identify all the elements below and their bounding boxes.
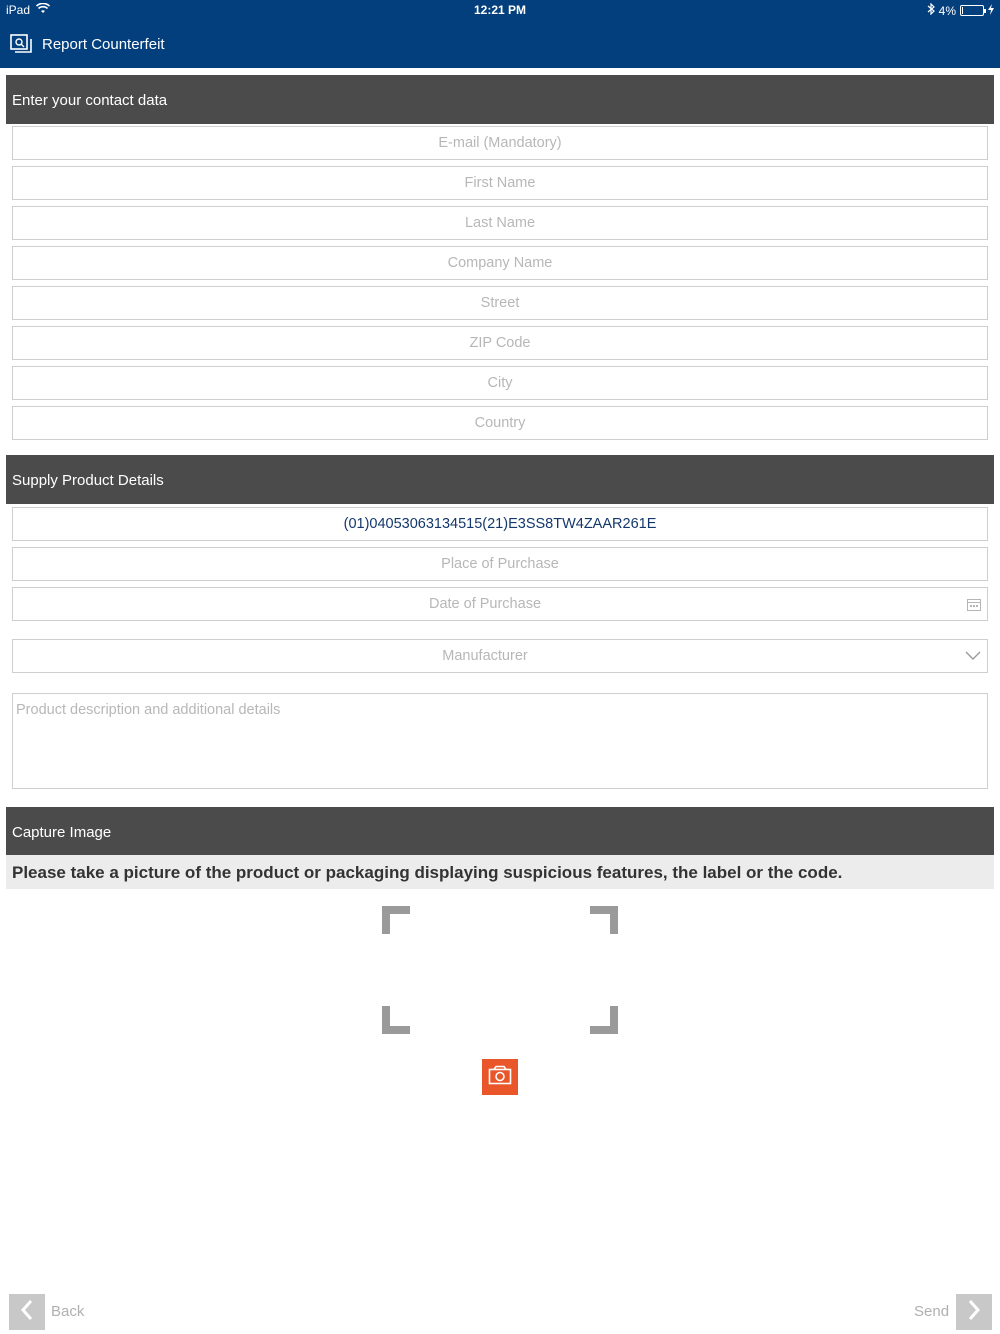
product-code-value: (01)04053063134515(21)E3SS8TW4ZAAR261E [343, 516, 657, 532]
first-name-placeholder: First Name [464, 175, 536, 191]
status-bar [0, 0, 1000, 20]
zip-code-field[interactable] [12, 326, 988, 360]
manufacturer-placeholder: Manufacturer [442, 648, 528, 664]
last-name-field[interactable] [12, 206, 988, 240]
capture-section-header [6, 807, 994, 856]
clock: 12:21 PM [473, 3, 527, 17]
camera-icon [488, 1065, 512, 1090]
top-bar [0, 0, 1000, 68]
email-placeholder: E-mail (Mandatory) [438, 135, 562, 151]
charging-icon [988, 4, 994, 18]
calendar-icon[interactable] [967, 588, 981, 620]
company-name-placeholder: Company Name [447, 255, 553, 271]
zip-code-placeholder: ZIP Code [469, 335, 531, 351]
place-of-purchase-field[interactable] [12, 547, 988, 581]
product-description-field[interactable] [12, 693, 988, 789]
chevron-left-icon [20, 1299, 34, 1326]
battery-icon [960, 5, 984, 16]
manufacturer-select[interactable] [12, 639, 988, 673]
city-field[interactable] [12, 366, 988, 400]
city-placeholder: City [487, 375, 513, 391]
send-label[interactable]: Send [914, 1303, 950, 1320]
product-code-field[interactable] [12, 507, 988, 541]
back-button[interactable] [9, 1294, 45, 1330]
street-placeholder: Street [480, 295, 520, 311]
back-label[interactable]: Back [51, 1303, 85, 1320]
device-label: iPad [6, 3, 31, 17]
product-description-placeholder: Product description and additional details [16, 702, 281, 718]
contact-section-header [6, 75, 994, 124]
scan-document-icon [10, 34, 32, 54]
capture-instruction-text: Please take a picture of the product or packaging displaying suspicious features, the label or the code. [12, 863, 843, 882]
last-name-placeholder: Last Name [464, 215, 536, 231]
company-name-field[interactable] [12, 246, 988, 280]
street-field[interactable] [12, 286, 988, 320]
product-section-header [6, 455, 994, 504]
capture-section-title: Capture Image [12, 824, 112, 841]
country-field[interactable] [12, 406, 988, 440]
date-of-purchase-placeholder: Date of Purchase [428, 596, 542, 612]
bluetooth-icon [927, 3, 935, 18]
nav-title [10, 34, 165, 54]
country-placeholder: Country [474, 415, 526, 431]
capture-image-button[interactable] [482, 1059, 518, 1095]
send-button[interactable] [956, 1294, 992, 1330]
chevron-right-icon [967, 1299, 981, 1326]
viewfinder-corner-top-left [382, 906, 410, 934]
product-section-title: Supply Product Details [12, 472, 164, 489]
date-of-purchase-field[interactable] [12, 587, 988, 621]
contact-section-title: Enter your contact data [12, 92, 168, 109]
page-title: Report Counterfeit [42, 35, 165, 53]
chevron-down-icon[interactable] [965, 640, 981, 672]
email-field[interactable] [12, 126, 988, 160]
viewfinder-corner-top-right [590, 906, 618, 934]
place-of-purchase-placeholder: Place of Purchase [441, 556, 559, 572]
battery-percent: 4% [938, 3, 956, 18]
capture-instruction [6, 855, 994, 889]
viewfinder-corner-bottom-left [382, 1006, 410, 1034]
viewfinder-corner-bottom-right [590, 1006, 618, 1034]
first-name-field[interactable] [12, 166, 988, 200]
